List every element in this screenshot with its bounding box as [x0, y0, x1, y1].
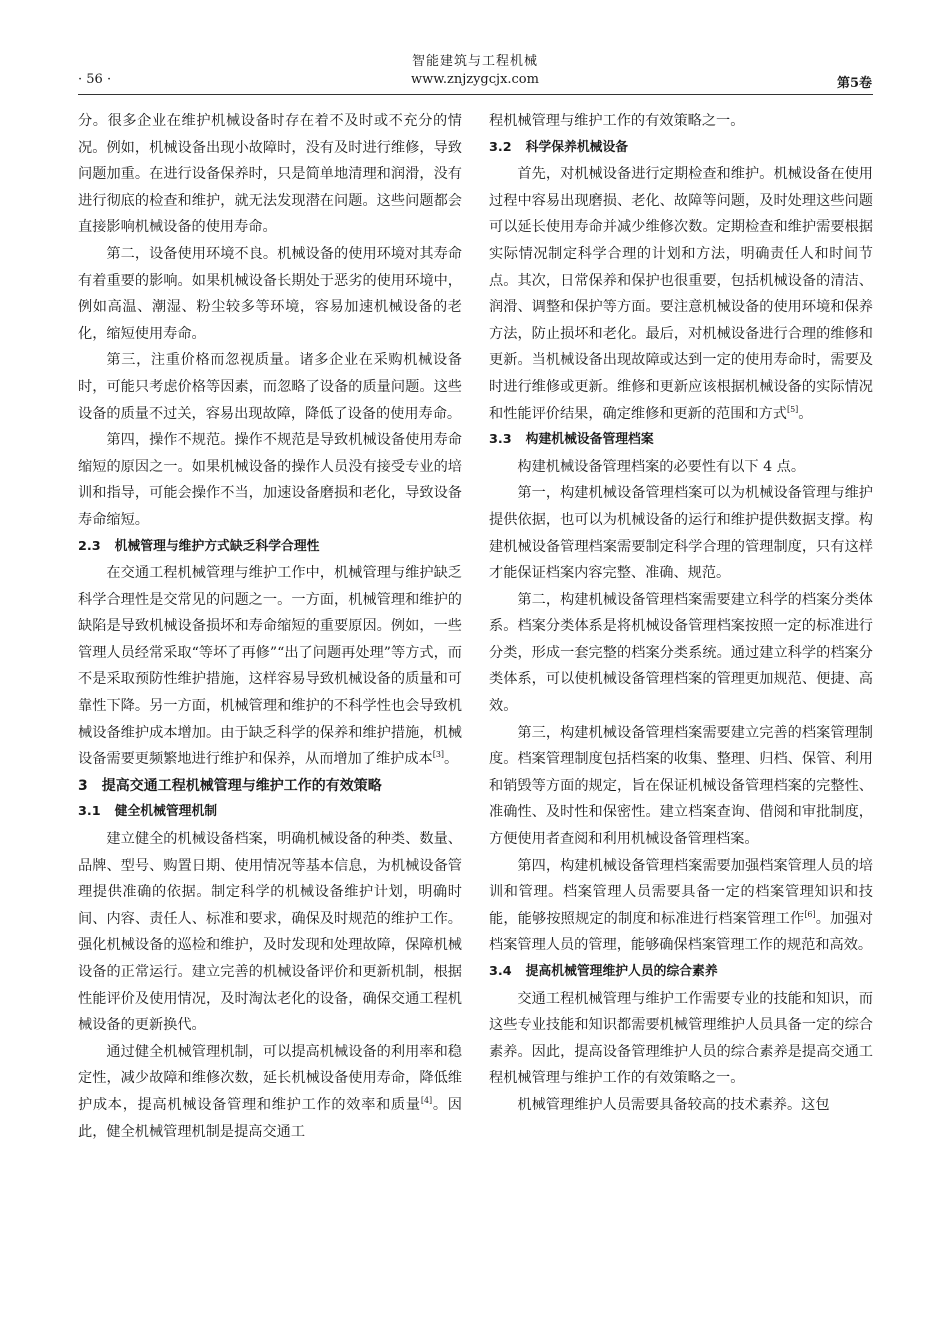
section-number: 3.4: [489, 964, 512, 979]
section-number: 3: [78, 777, 88, 794]
section-title: 科学保养机械设备: [525, 139, 629, 155]
paragraph-text: 第四，构建机械设备管理档案需要加强档案管理人员的培训和管理。档案管理人员需要具备一定的档案管理知识和技能，能够按照规定的制度和标准进行档案管理工作: [489, 857, 873, 927]
paragraph: 构建机械设备管理档案的必要性有以下 4 点。: [517, 458, 806, 475]
paragraph: 第一，构建机械设备管理档案可以为机械设备管理与维护提供依据，也可以为机械设备的运行和维护提供数据支撑。构建机械设备管理档案需要制定科学合理的管理制度，只有这样才能保证档案内容完整、准确、规范。: [489, 485, 873, 582]
citation-ref: [3]: [432, 750, 445, 760]
section-heading-3-3: [489, 427, 873, 454]
paragraph-text: 。: [798, 405, 813, 422]
paragraph: 第二，构建机械设备管理档案需要建立科学的档案分类体系。档案分类体系是将机械设备管理档案按照一定的标准进行分类，形成一套完整的档案分类系统。通过建立科学的档案分类体系，可以使机械设备管理档案的管理更加规范、便捷、高效。: [489, 591, 873, 715]
section-title: 提高机械管理维护人员的综合素养: [525, 964, 718, 979]
volume-label: 第5卷: [836, 76, 872, 91]
paragraph: 第二，设备使用环境不良。机械设备的使用环境对其寿命有着重要的影响。如果机械设备长期处于恶劣的使用环境中，例如高温、潮湿、粉尘较多等环境，容易加速机械设备的老化，缩短使用寿命。: [78, 245, 462, 342]
paragraph-text: 首先，对机械设备进行定期检查和维护。机械设备在使用过程中容易出现磨损、老化、故障等问题，及时处理这些问题可以延长使用寿命并减少维修次数。定期检查和维护需要根据实际情况制定科学合理的计划和方法，明确责任人和时间节点。其次，日常保养和保护也很重要，包括机械设备的清洁、润滑、调整和保护等方面。要注意机械设备的使用环境和保养方法，防止损坏和老化。最后，对机械设备进行合理的维修和更新。当机械设备出现故障或达到一定的使用寿命时，需要及时进行维修或更新。维修和更新应该根据机械设备的实际情况和性能评价结果，确定维修和更新的范围和方式: [489, 166, 873, 422]
section-title: 机械管理与维护方式缺乏科学合理性: [114, 538, 320, 554]
section-heading-3: [78, 773, 462, 800]
paragraph: [489, 853, 873, 959]
journal-url: www.znjzygcjx.com: [411, 72, 539, 87]
paragraph-text: 在交通工程机械管理与维护工作中，机械管理与维护缺乏科学合理性是交常见的问题之一。一方面，机械管理和维护的缺陷是导致机械设备损坏和寿命缩短的重要原因。例如，一些管理人员经常采取“等坏了再修”“出了问题再处理”等方式，而不是采取预防性维护措施，这样容易导致机械设备的质量和可靠性下降。另一方面，机械管理和维护的不科学性也会导致机械设备维护成本增加。由于缺乏科学的保养和维护措施，机械设备需要更频繁地进行维护和保养，从而增加了维护成本: [78, 565, 462, 768]
section-heading-3-4: [489, 959, 873, 986]
paragraph-text: 。: [444, 751, 459, 768]
section-number: 2.3: [78, 538, 101, 554]
paragraph: [78, 560, 462, 773]
section-title: 构建机械设备管理档案: [525, 432, 654, 448]
section-number: 3.1: [78, 804, 101, 820]
paragraph: [78, 1039, 462, 1145]
paragraph-text: 通过健全机械管理机制，可以提高机械设备的利用率和稳定性，减少故障和维修次数，延长机械设备使用寿命，降低维护成本，提高机械设备管理和维护工作的效率和质量: [78, 1043, 462, 1113]
paragraph: 第三，注重价格而忽视质量。诸多企业在采购机械设备时，可能只考虑价格等因素，而忽略了设备的质量问题。这些设备的质量不过关，容易出现故障，降低了设备的使用寿命。: [78, 352, 462, 422]
paragraph-text: 。加强对档案管理人员的管理，能够确保档案管理工作的规范和高效。: [489, 910, 873, 954]
section-title: 健全机械管理机制: [114, 804, 218, 820]
paragraph: 程机械管理与维护工作的有效策略之一。: [489, 113, 745, 129]
citation-ref: [4]: [420, 1095, 433, 1105]
left-column: [78, 108, 462, 1145]
section-heading-3-1: [78, 799, 462, 826]
section-title: 提高交通工程机械管理与维护工作的有效策略: [101, 777, 382, 794]
right-column: [489, 108, 873, 1119]
section-heading-2-3: [78, 534, 462, 561]
section-number: 3.3: [489, 432, 512, 448]
page-number: · 56 ·: [78, 72, 112, 87]
paragraph-text: 。因此，健全机械管理机制是提高交通工: [78, 1096, 462, 1140]
paragraph: 分。很多企业在维护机械设备时存在着不及时或不充分的情况。例如，机械设备出现小故障时，没有及时进行维修，导致问题加重。在进行设备保养时，只是简单地清理和润滑，没有进行彻底的检查和维护，就无法发现潜在问题。这些问题都会直接影响机械设备的使用寿命。: [78, 113, 462, 236]
paragraph: 交通工程机械管理与维护工作需要专业的技能和知识，而这些专业技能和知识都需要机械管理维护人员具备一定的综合素养。因此，提高设备管理维护人员的综合素养是提高交通工程机械管理与维护工作的有效策略之一。: [489, 990, 873, 1087]
header-divider: [78, 94, 873, 95]
citation-ref: [5]: [786, 404, 799, 414]
paragraph: [489, 161, 873, 427]
journal-title: 智能建筑与工程机械: [411, 54, 538, 69]
section-number: 3.2: [489, 139, 512, 155]
paragraph: 第四，操作不规范。操作不规范是导致机械设备使用寿命缩短的原因之一。如果机械设备的操作人员没有接受专业的培训和指导，可能会操作不当，加速设备磨损和老化，导致设备寿命缩短。: [78, 432, 462, 528]
paragraph: 第三，构建机械设备管理档案需要建立完善的档案管理制度。档案管理制度包括档案的收集、整理、归档、保管、利用和销毁等方面的规定，旨在保证机械设备管理档案的完整性、准确性、及时性和保密性。建立档案查询、借阅和审批制度，方便使用者查阅和利用机械设备管理档案。: [489, 724, 873, 848]
paragraph: 建立健全的机械设备档案，明确机械设备的种类、数量、品牌、型号、购置日期、使用情况等基本信息，为机械设备管理提供准确的依据。制定科学的机械设备维护计划，明确时间、内容、责任人、标准和要求，确保及时规范的维护工作。强化机械设备的巡检和维护，及时发现和处理故障，保障机械设备的正常运行。建立完善的机械设备评价和更新机制，根据性能评价及使用情况，及时淘汰老化的设备，确保交通工程机械设备的更新换代。: [78, 831, 462, 1034]
citation-ref: [6]: [804, 909, 816, 919]
paragraph: 机械管理维护人员需要具备较高的技术素养。这包: [517, 1096, 830, 1113]
section-heading-3-2: [489, 135, 873, 162]
